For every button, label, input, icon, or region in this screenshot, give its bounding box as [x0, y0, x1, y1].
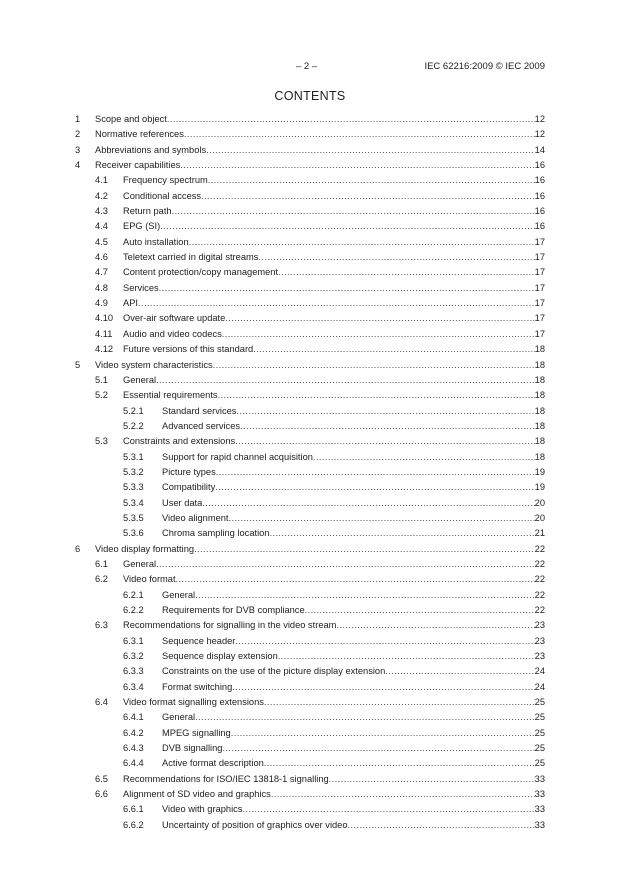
toc-entry-page: 17: [534, 313, 545, 324]
toc-entry-number: 6: [75, 543, 81, 554]
toc-entry-number: 4.4: [95, 221, 108, 232]
toc-entry-title: Essential requirements: [123, 390, 218, 401]
toc-entry[interactable]: [75, 358, 545, 373]
toc-entry-number: 5.3.3: [123, 482, 144, 493]
toc-entry-title: API: [123, 298, 138, 309]
dot-leader: [218, 388, 535, 403]
page-number: – 2 –: [296, 61, 318, 72]
dot-leader: [156, 557, 535, 572]
dot-leader: [235, 434, 535, 449]
toc-entry-title: Recommendations for ISO/IEC 13818-1 signalling: [123, 773, 329, 784]
toc-entry[interactable]: [75, 450, 545, 465]
toc-entry-number: 5.3.2: [123, 466, 144, 477]
toc-entry-number: 5.3.1: [123, 451, 144, 462]
dot-leader: [206, 143, 535, 158]
dot-leader: [242, 802, 534, 817]
toc-entry-title: Alignment of SD video and graphics: [123, 789, 271, 800]
dot-leader: [184, 127, 535, 142]
toc-entry-title: Chroma sampling location: [162, 528, 270, 539]
toc-entry-page: 17: [534, 328, 545, 339]
contents-title: CONTENTS: [274, 89, 346, 103]
dot-leader: [269, 526, 534, 541]
toc-entry-page: 17: [534, 267, 545, 278]
toc-entry-number: 4.2: [95, 190, 108, 201]
toc-entry-title: Standard services: [162, 405, 237, 416]
toc-entry-number: 4.11: [95, 328, 113, 339]
toc-entry-number: 6.4.4: [123, 758, 144, 769]
toc-entry-title: Active format description: [162, 758, 264, 769]
toc-entry-number: 6.1: [95, 558, 108, 569]
toc-entry-title: MPEG signalling: [162, 727, 231, 738]
toc-entry-page: 18: [534, 405, 545, 416]
toc-entry-page: 16: [534, 175, 545, 186]
toc-entry-number: 5.2.2: [123, 420, 144, 431]
toc-entry-number: 4.12: [95, 344, 114, 355]
dot-leader: [167, 112, 535, 127]
dot-leader: [194, 542, 535, 557]
toc-entry-number: 6.4.2: [123, 727, 144, 738]
toc-entry-number: 4.5: [95, 236, 108, 247]
dot-leader: [213, 358, 535, 373]
toc-entry-title: Video format: [123, 574, 176, 585]
dot-leader: [336, 618, 534, 633]
toc-entry-page: 17: [534, 298, 545, 309]
toc-entry-title: Audio and video codecs: [123, 328, 222, 339]
toc-entry-number: 6.4.3: [123, 743, 144, 754]
toc-entry-page: 18: [534, 420, 545, 431]
toc-entry-number: 5.2.1: [123, 405, 144, 416]
toc-entry-title: Video system characteristics: [95, 359, 213, 370]
toc-entry-page: 23: [534, 635, 545, 646]
toc-entry-page: 18: [534, 390, 545, 401]
toc-entry[interactable]: [75, 618, 545, 633]
toc-entry-page: 17: [534, 252, 545, 263]
dot-leader: [216, 465, 535, 480]
toc-entry[interactable]: [75, 311, 545, 326]
toc-entry-title: Recommendations for signalling in the video stream: [123, 620, 337, 631]
toc-entry-title: Receiver capabilities: [95, 160, 181, 171]
toc-entry-page: 17: [534, 282, 545, 293]
toc-entry-number: 6.2.1: [123, 589, 144, 600]
dot-leader: [222, 327, 535, 342]
dot-leader: [305, 603, 535, 618]
toc-entry[interactable]: [75, 112, 545, 127]
toc-entry-page: 20: [534, 497, 545, 508]
toc-entry[interactable]: [75, 250, 545, 265]
toc-entry-page: 17: [534, 236, 545, 247]
toc-entry-title: Uncertainty of position of graphics over video: [162, 819, 348, 830]
toc-entry-title: Video alignment: [162, 512, 229, 523]
toc-entry-title: Constraints on the use of the picture display extension: [162, 666, 386, 677]
dot-leader: [159, 281, 535, 296]
toc-entry-title: Video format signalling extensions: [123, 697, 264, 708]
dot-leader: [258, 250, 534, 265]
toc-entry[interactable]: [75, 772, 545, 787]
dot-leader: [240, 419, 535, 434]
toc-entry[interactable]: [75, 710, 545, 725]
toc-entry[interactable]: [75, 204, 545, 219]
toc-entry-title: Abbreviations and symbols: [95, 144, 207, 155]
toc-entry[interactable]: [75, 327, 545, 342]
toc-entry[interactable]: [75, 588, 545, 603]
toc-entry[interactable]: [75, 189, 545, 204]
toc-entry-title: General: [162, 712, 196, 723]
dot-leader: [222, 741, 534, 756]
toc-entry[interactable]: [75, 296, 545, 311]
toc-entry-page: 33: [534, 819, 545, 830]
toc-entry-number: 4.1: [95, 175, 108, 186]
toc-entry-title: Future versions of this standard: [123, 344, 254, 355]
toc-entry-title: Support for rapid channel acquisition: [162, 451, 313, 462]
toc-entry[interactable]: [75, 634, 545, 649]
toc-entry-title: General: [123, 558, 157, 569]
toc-entry-page: 19: [534, 482, 545, 493]
toc-entry[interactable]: [75, 480, 545, 495]
toc-entry-number: 4.10: [95, 313, 114, 324]
toc-entry-number: 5.3.5: [123, 512, 144, 523]
toc-entry-number: 5.1: [95, 374, 108, 385]
toc-entry-title: Advanced services: [162, 420, 241, 431]
dot-leader: [138, 296, 535, 311]
toc-entry-title: General: [162, 589, 196, 600]
toc-entry-page: 33: [534, 789, 545, 800]
toc-entry-page: 24: [534, 666, 545, 677]
dot-leader: [202, 496, 534, 511]
toc-entry-page: 24: [534, 681, 545, 692]
toc-entry[interactable]: [75, 511, 545, 526]
toc-entry[interactable]: [75, 281, 545, 296]
toc-entry-number: 6.3.3: [123, 666, 144, 677]
toc-entry-number: 1: [75, 114, 81, 124]
toc-entry-title: Return path: [123, 206, 172, 217]
toc-entry[interactable]: [75, 434, 545, 449]
toc-entry[interactable]: [75, 173, 545, 188]
toc-entry-page: 22: [534, 574, 545, 585]
toc-entry-number: 3: [75, 144, 81, 155]
toc-entry-number: 4.6: [95, 252, 108, 263]
dot-leader: [329, 772, 535, 787]
toc-entry-number: 6.2.2: [123, 605, 144, 615]
dot-leader: [215, 480, 534, 495]
document-id: IEC 62216:2009 © IEC 2009: [424, 61, 545, 72]
toc-entry[interactable]: [75, 557, 545, 572]
toc-entry-page: 22: [534, 605, 545, 615]
toc-entry-number: 4.3: [95, 206, 108, 217]
toc-entry-title: Requirements for DVB compliance: [162, 605, 305, 615]
toc-entry[interactable]: [75, 787, 545, 802]
table-of-contents: [75, 112, 545, 833]
dot-leader: [235, 634, 534, 649]
toc-entry-page: 18: [534, 359, 545, 370]
toc-entry-page: 18: [534, 374, 545, 385]
dot-leader: [232, 680, 534, 695]
dot-leader: [176, 572, 535, 587]
toc-entry-title: Teletext carried in digital streams: [123, 252, 259, 263]
dot-leader: [385, 664, 534, 679]
dot-leader: [348, 818, 535, 833]
toc-entry-number: 6.5: [95, 773, 108, 784]
toc-entry-title: Sequence header: [162, 635, 236, 646]
dot-leader: [189, 235, 535, 250]
toc-entry-page: 20: [534, 512, 545, 523]
toc-entry[interactable]: [75, 680, 545, 695]
toc-entry-title: Scope and object: [95, 114, 167, 124]
toc-entry-title: Auto installation: [123, 236, 189, 247]
toc-entry-number: 4: [75, 160, 81, 171]
dot-leader: [201, 189, 535, 204]
dot-leader: [229, 511, 535, 526]
toc-entry-number: 6.6.2: [123, 819, 144, 830]
toc-entry-page: 12: [534, 129, 545, 140]
toc-entry-title: Compatibility: [162, 482, 216, 493]
toc-entry-number: 5.2: [95, 390, 108, 401]
toc-entry-number: 6.3.2: [123, 651, 144, 662]
toc-entry-title: Services: [123, 282, 159, 293]
toc-entry[interactable]: [75, 741, 545, 756]
toc-entry[interactable]: [75, 388, 545, 403]
toc-entry-title: Sequence display extension: [162, 651, 278, 662]
toc-entry-title: Frequency spectrum: [123, 175, 208, 186]
toc-entry[interactable]: [75, 496, 545, 511]
toc-entry[interactable]: [75, 572, 545, 587]
toc-entry[interactable]: [75, 465, 545, 480]
toc-entry[interactable]: [75, 235, 545, 250]
toc-entry-page: 23: [534, 620, 545, 631]
dot-leader: [253, 342, 534, 357]
toc-entry-page: 16: [534, 190, 545, 201]
toc-entry[interactable]: [75, 802, 545, 817]
toc-entry-page: 16: [534, 160, 545, 171]
toc-entry-page: 16: [534, 206, 545, 217]
toc-entry-title: Video display formatting: [95, 543, 195, 554]
toc-entry-number: 5.3.6: [123, 528, 144, 539]
toc-entry-number: 4.8: [95, 282, 108, 293]
dot-leader: [195, 588, 535, 603]
toc-entry-page: 18: [534, 344, 545, 355]
dot-leader: [236, 404, 534, 419]
toc-entry-page: 23: [534, 651, 545, 662]
toc-entry-number: 5.3: [95, 436, 108, 447]
dot-leader: [313, 450, 535, 465]
toc-entry-title: EPG (SI): [123, 221, 161, 232]
toc-entry-page: 19: [534, 466, 545, 477]
dot-leader: [156, 373, 535, 388]
dot-leader: [160, 219, 534, 234]
toc-entry-page: 22: [534, 589, 545, 600]
toc-entry-title: Constraints and extensions: [123, 436, 236, 447]
toc-entry[interactable]: [75, 695, 545, 710]
toc-entry[interactable]: [75, 526, 545, 541]
toc-entry-title: User data: [162, 497, 203, 508]
toc-entry-number: 2: [75, 129, 81, 140]
toc-entry-number: 6.6.1: [123, 804, 144, 815]
toc-entry-number: 6.2: [95, 574, 108, 585]
toc-entry-number: 6.3.1: [123, 635, 144, 646]
toc-entry-page: 33: [534, 804, 545, 815]
toc-entry-page: 25: [534, 758, 545, 769]
dot-leader: [278, 265, 535, 280]
toc-entry-number: 4.9: [95, 298, 108, 309]
dot-leader: [271, 787, 535, 802]
toc-entry-title: Video with graphics: [162, 804, 243, 815]
toc-entry-page: 33: [534, 773, 545, 784]
dot-leader: [195, 710, 535, 725]
toc-entry-page: 21: [534, 528, 545, 539]
toc-entry[interactable]: [75, 219, 545, 234]
toc-entry-page: 25: [534, 697, 545, 708]
toc-entry-page: 25: [534, 712, 545, 723]
toc-entry-number: 6.3.4: [123, 681, 144, 692]
dot-leader: [231, 726, 535, 741]
toc-entry[interactable]: [75, 158, 545, 173]
toc-entry-number: 5: [75, 359, 81, 370]
toc-entry-number: 6.3: [95, 620, 108, 631]
toc-entry-page: 16: [534, 221, 545, 232]
toc-entry-title: Normative references: [95, 129, 184, 140]
toc-entry-title: Conditional access: [123, 190, 202, 201]
toc-entry-number: 6.4: [95, 697, 108, 708]
toc-entry-title: DVB signalling: [162, 743, 223, 754]
toc-entry-page: 25: [534, 727, 545, 738]
dot-leader: [278, 649, 535, 664]
toc-entry[interactable]: [75, 603, 545, 618]
toc-entry-title: Picture types: [162, 466, 216, 477]
toc-entry-page: 18: [534, 436, 545, 447]
toc-entry-page: 18: [534, 451, 545, 462]
toc-entry-page: 14: [534, 144, 545, 155]
toc-entry-number: 6.6: [95, 789, 108, 800]
toc-entry[interactable]: [75, 649, 545, 664]
toc-entry[interactable]: [75, 143, 545, 158]
toc-entry[interactable]: [75, 726, 545, 741]
toc-entry-page: 12: [534, 114, 545, 124]
toc-entry-title: Content protection/copy management: [123, 267, 279, 278]
toc-entry[interactable]: [75, 342, 545, 357]
dot-leader: [180, 158, 534, 173]
toc-entry[interactable]: [75, 373, 545, 388]
toc-entry-number: 5.3.4: [123, 497, 144, 508]
toc-entry-page: 22: [534, 543, 545, 554]
dot-leader: [172, 204, 535, 219]
toc-entry-page: 25: [534, 743, 545, 754]
toc-entry-title: General: [123, 374, 157, 385]
toc-entry[interactable]: [75, 818, 545, 833]
toc-entry[interactable]: [75, 419, 545, 434]
toc-entry[interactable]: [75, 756, 545, 771]
dot-leader: [225, 311, 534, 326]
toc-entry-title: Over-air software update: [123, 313, 226, 324]
dot-leader: [264, 756, 535, 771]
toc-entry[interactable]: [75, 542, 545, 557]
dot-leader: [264, 695, 535, 710]
toc-entry[interactable]: [75, 265, 545, 280]
toc-entry[interactable]: [75, 664, 545, 679]
toc-entry[interactable]: [75, 127, 545, 142]
toc-entry-page: 22: [534, 558, 545, 569]
toc-entry-number: 4.7: [95, 267, 108, 278]
toc-entry-number: 6.4.1: [123, 712, 144, 723]
toc-entry-title: Format switching: [162, 681, 233, 692]
dot-leader: [208, 173, 535, 188]
toc-entry[interactable]: [75, 404, 545, 419]
